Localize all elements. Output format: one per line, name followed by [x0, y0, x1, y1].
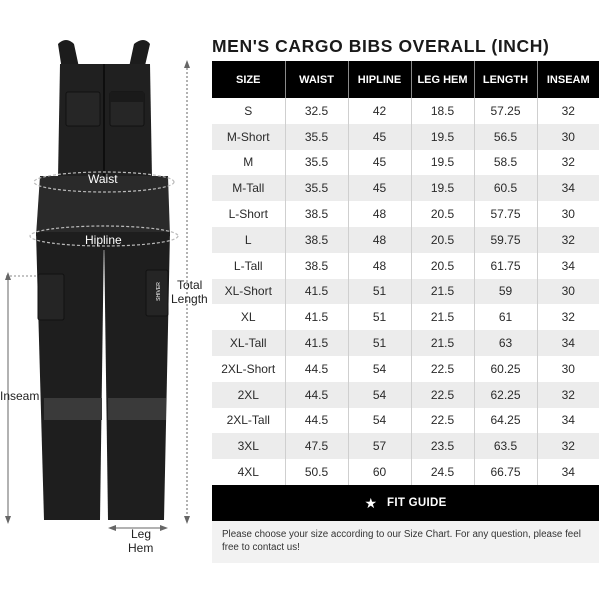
cell-hipline: 48 [348, 227, 411, 253]
cell-size: M-Short [212, 124, 285, 150]
cell-hipline: 45 [348, 175, 411, 201]
table-row [212, 201, 599, 227]
table-header-row [212, 61, 599, 98]
total-length-label-line2: Length [171, 292, 208, 306]
cell-size: 4XL [212, 459, 285, 485]
table-row [212, 304, 599, 330]
cell-waist: 41.5 [285, 279, 348, 305]
waist-label: Waist [88, 172, 118, 186]
cell-inseam: 34 [537, 175, 599, 201]
cell-leg-hem: 20.5 [411, 227, 474, 253]
cell-hipline: 42 [348, 98, 411, 124]
cell-hipline: 51 [348, 330, 411, 356]
table-row [212, 408, 599, 434]
cell-length: 62.25 [474, 382, 537, 408]
cell-size: M-Tall [212, 175, 285, 201]
table-row [212, 124, 599, 150]
knee-band-left [44, 398, 102, 420]
cell-length: 64.25 [474, 408, 537, 434]
cell-inseam: 34 [537, 408, 599, 434]
cell-length: 59 [474, 279, 537, 305]
table-row [212, 279, 599, 305]
cell-length: 61 [474, 304, 537, 330]
cell-leg-hem: 19.5 [411, 175, 474, 201]
cell-inseam: 32 [537, 433, 599, 459]
cell-leg-hem: 19.5 [411, 150, 474, 176]
cell-inseam: 32 [537, 150, 599, 176]
cell-hipline: 51 [348, 279, 411, 305]
cell-size: L [212, 227, 285, 253]
chest-pocket-flap [110, 92, 144, 102]
cell-hipline: 57 [348, 433, 411, 459]
table-row [212, 253, 599, 279]
table-row [212, 227, 599, 253]
table-row [212, 150, 599, 176]
column-header-inseam: INSEAM [537, 61, 599, 98]
cell-hipline: 48 [348, 253, 411, 279]
cell-length: 63.5 [474, 433, 537, 459]
cell-length: 57.75 [474, 201, 537, 227]
table-row [212, 382, 599, 408]
chart-title: MEN'S CARGO BIBS OVERALL (INCH) [212, 36, 550, 56]
cell-hipline: 45 [348, 124, 411, 150]
product-figure [0, 0, 210, 600]
cargo-pocket-left [38, 274, 64, 320]
cell-leg-hem: 23.5 [411, 433, 474, 459]
chest-pocket-left [66, 92, 100, 126]
cell-size: XL [212, 304, 285, 330]
cell-size: M [212, 150, 285, 176]
cell-length: 58.5 [474, 150, 537, 176]
table-row [212, 459, 599, 485]
size-note: Please choose your size according to our Size Chart. For any question, please feel free to contact us! [212, 521, 599, 563]
cell-waist: 35.5 [285, 175, 348, 201]
pocket-brand-tag: SHIVER [155, 282, 162, 301]
cell-leg-hem: 22.5 [411, 382, 474, 408]
cell-leg-hem: 21.5 [411, 279, 474, 305]
cell-waist: 41.5 [285, 304, 348, 330]
table-row [212, 330, 599, 356]
fit-guide-bar [212, 485, 599, 521]
cell-waist: 50.5 [285, 459, 348, 485]
cell-hipline: 54 [348, 408, 411, 434]
cell-hipline: 54 [348, 356, 411, 382]
cell-leg-hem: 20.5 [411, 253, 474, 279]
cell-size: 2XL-Tall [212, 408, 285, 434]
cell-size: S [212, 98, 285, 124]
cell-waist: 38.5 [285, 201, 348, 227]
cell-inseam: 34 [537, 330, 599, 356]
cell-hipline: 48 [348, 201, 411, 227]
cell-waist: 35.5 [285, 124, 348, 150]
total-length-label-line1: Total [177, 278, 203, 292]
cell-leg-hem: 22.5 [411, 408, 474, 434]
size-table [212, 61, 599, 485]
cell-hipline: 51 [348, 304, 411, 330]
cell-length: 57.25 [474, 98, 537, 124]
cell-leg-hem: 20.5 [411, 201, 474, 227]
table-row [212, 356, 599, 382]
column-header-size: SIZE [212, 61, 285, 98]
cell-leg-hem: 21.5 [411, 330, 474, 356]
cell-hipline: 54 [348, 382, 411, 408]
cell-size: 3XL [212, 433, 285, 459]
cell-length: 60.5 [474, 175, 537, 201]
cell-inseam: 30 [537, 279, 599, 305]
cell-length: 61.75 [474, 253, 537, 279]
cell-inseam: 32 [537, 98, 599, 124]
cell-leg-hem: 22.5 [411, 356, 474, 382]
cell-inseam: 34 [537, 253, 599, 279]
cell-size: L-Tall [212, 253, 285, 279]
cell-size: XL-Tall [212, 330, 285, 356]
cell-waist: 38.5 [285, 253, 348, 279]
cell-inseam: 32 [537, 382, 599, 408]
cell-length: 66.75 [474, 459, 537, 485]
star-icon: ★ [364, 494, 377, 511]
cell-waist: 47.5 [285, 433, 348, 459]
cell-waist: 38.5 [285, 227, 348, 253]
cell-size: 2XL-Short [212, 356, 285, 382]
cell-size: XL-Short [212, 279, 285, 305]
cell-inseam: 34 [537, 459, 599, 485]
column-header-waist: WAIST [285, 61, 348, 98]
knee-band-right [108, 398, 166, 420]
fit-guide-label: FIT GUIDE [387, 497, 447, 509]
cell-length: 60.25 [474, 356, 537, 382]
column-header-leg-hem: LEG HEM [411, 61, 474, 98]
table-row [212, 433, 599, 459]
table-row [212, 98, 599, 124]
leg-hem-label-line1: Leg [131, 527, 152, 541]
cell-hipline: 45 [348, 150, 411, 176]
cell-leg-hem: 18.5 [411, 98, 474, 124]
inseam-label: Inseam [0, 389, 40, 403]
column-header-length: LENGTH [474, 61, 537, 98]
cell-waist: 44.5 [285, 408, 348, 434]
column-header-hipline: HIPLINE [348, 61, 411, 98]
hipline-label: Hipline [85, 233, 122, 247]
cell-waist: 32.5 [285, 98, 348, 124]
cell-waist: 44.5 [285, 382, 348, 408]
cell-size: L-Short [212, 201, 285, 227]
cell-inseam: 32 [537, 304, 599, 330]
table-row [212, 175, 599, 201]
cell-hipline: 60 [348, 459, 411, 485]
cell-waist: 35.5 [285, 150, 348, 176]
cell-leg-hem: 21.5 [411, 304, 474, 330]
cell-inseam: 30 [537, 356, 599, 382]
cell-leg-hem: 19.5 [411, 124, 474, 150]
table-body [212, 98, 599, 485]
cell-inseam: 32 [537, 227, 599, 253]
cell-length: 63 [474, 330, 537, 356]
cell-inseam: 30 [537, 124, 599, 150]
cell-waist: 41.5 [285, 330, 348, 356]
cell-waist: 44.5 [285, 356, 348, 382]
cell-inseam: 30 [537, 201, 599, 227]
cell-length: 59.75 [474, 227, 537, 253]
cell-size: 2XL [212, 382, 285, 408]
cell-leg-hem: 24.5 [411, 459, 474, 485]
cell-length: 56.5 [474, 124, 537, 150]
leg-hem-label-line2: Hem [128, 541, 154, 555]
